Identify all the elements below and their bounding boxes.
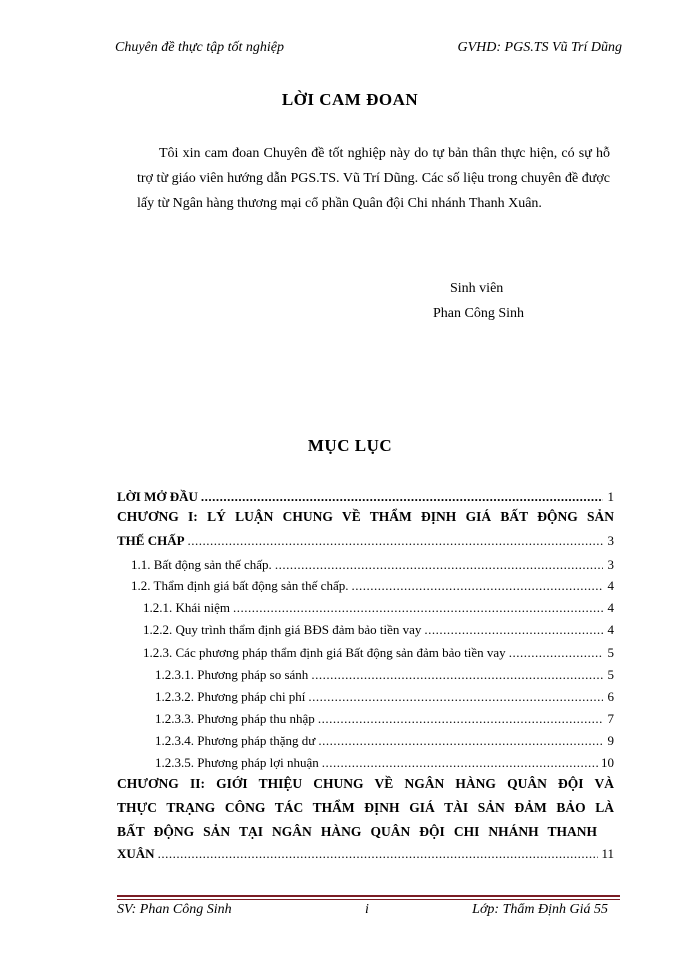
toc-entry-page: 1 xyxy=(607,489,614,504)
toc-title: MỤC LỤC xyxy=(307,436,393,455)
toc-entry-label: 1.2.3.3. Phương pháp thu nhập xyxy=(155,711,315,726)
toc-entry[interactable] xyxy=(155,689,614,705)
toc-entry-label: 1.2.3.2. Phương pháp chi phí xyxy=(155,689,306,704)
footer-page-number: i xyxy=(365,902,369,917)
toc-entry-label: 1.2.1. Khái niệm xyxy=(143,600,231,615)
signature-name: Phan Công Sinh xyxy=(433,306,525,321)
toc-entry-page: 9 xyxy=(607,733,614,748)
toc-leader xyxy=(275,557,603,573)
toc-chapter2-line4[interactable] xyxy=(117,846,614,862)
toc-entry-page: 5 xyxy=(607,645,614,660)
toc-entry-page: 3 xyxy=(607,533,614,548)
toc-chapter2-line3[interactable]: BẤT ĐỘNG SẢN TẠI NGÂN HÀNG QUÂN ĐỘI CHI NHÁNH THANH xyxy=(117,824,597,839)
toc-leader xyxy=(509,645,603,661)
toc-chapter2-line1[interactable]: CHƯƠNG II: GIỚI THIỆU CHUNG VỀ NGÂN HÀNG QUÂN ĐỘI VÀ xyxy=(117,776,614,791)
toc-entry-page: 11 xyxy=(601,846,614,861)
toc-leader xyxy=(322,755,598,771)
toc-leader xyxy=(318,711,603,727)
toc-leader xyxy=(188,533,603,549)
header-left: Chuyên đề thực tập tốt nghiệp xyxy=(115,40,284,55)
toc-entry[interactable] xyxy=(155,667,614,683)
declaration-body xyxy=(137,141,610,216)
toc-leader xyxy=(351,578,603,594)
declaration-title: LỜI CAM ĐOAN xyxy=(281,90,419,109)
toc-chapter1-line1[interactable]: CHƯƠNG I: LÝ LUẬN CHUNG VỀ THẨM ĐỊNH GIÁ BẤT ĐỘNG SẢN xyxy=(117,509,614,524)
toc-entry-label: 1.2.3.1. Phương pháp so sánh xyxy=(155,667,309,682)
toc-entry[interactable] xyxy=(131,578,614,594)
toc-entry-label: THẾ CHẤP xyxy=(117,533,185,548)
toc-leader xyxy=(308,689,603,705)
toc-leader xyxy=(424,622,603,638)
toc-entry[interactable] xyxy=(143,645,614,661)
toc-entry[interactable] xyxy=(155,733,614,749)
toc-entry-intro[interactable] xyxy=(117,489,614,505)
signature-role: Sinh viên xyxy=(450,281,504,296)
toc-entry-page: 3 xyxy=(607,557,614,572)
footer-rule xyxy=(117,895,620,897)
toc-leader xyxy=(158,846,599,862)
toc-entry-label: 1.2.3.5. Phương pháp lợi nhuận xyxy=(155,755,319,770)
toc-entry-page: 4 xyxy=(607,578,614,593)
toc-entry-label: 1.2. Thẩm định giá bất động sản thế chấp. xyxy=(131,578,349,593)
toc-entry[interactable] xyxy=(155,711,614,727)
toc-entry-label: 1.2.3.4. Phương pháp thặng dư xyxy=(155,733,316,748)
toc-entry[interactable] xyxy=(143,622,614,638)
toc-entry[interactable] xyxy=(143,600,614,616)
toc-entry-label: 1.2.3. Các phương pháp thẩm định giá Bất động sản đảm bảo tiền vay xyxy=(143,645,506,660)
toc-chapter1-line2[interactable] xyxy=(117,533,614,549)
toc-entry-page: 7 xyxy=(607,711,614,726)
footer-rule-thin xyxy=(117,899,620,900)
toc-entry-label: 1.1. Bất động sản thế chấp. xyxy=(131,557,272,572)
toc-entry-page: 4 xyxy=(607,622,614,637)
toc-entry[interactable] xyxy=(155,755,614,771)
declaration-body-text: Tôi xin cam đoan Chuyên đề tốt nghiệp này do tự bản thân thực hiện, có sự hỗ trợ từ giáo viên hướng dẫn PGS.TS. Vũ Trí Dũng. Các số liệu trong chuyên đề được lấy từ Ngân hàng thương mại cổ phần Quân đội Chi nhánh Thanh Xuân. xyxy=(137,146,610,211)
toc-chapter2-line2[interactable]: THỰC TRẠNG CÔNG TÁC THẨM ĐỊNH GIÁ TÀI SẢN ĐẢM BẢO LÀ xyxy=(117,800,614,815)
toc-entry-label: LỜI MỞ ĐẦU xyxy=(117,489,198,504)
toc-entry-label: 1.2.2. Quy trình thẩm định giá BĐS đảm bảo tiền vay xyxy=(143,622,422,637)
toc-entry[interactable] xyxy=(131,557,614,573)
toc-leader xyxy=(233,600,603,616)
toc-entry-page: 6 xyxy=(607,689,614,704)
footer-right: Lớp: Thẩm Định Giá 55 xyxy=(472,902,608,917)
header-right: GVHD: PGS.TS Vũ Trí Dũng xyxy=(457,40,622,55)
toc-entry-page: 10 xyxy=(601,755,614,770)
toc-entry-page: 4 xyxy=(607,600,614,615)
footer-left: SV: Phan Công Sinh xyxy=(117,902,232,917)
toc-entry-label: XUÂN xyxy=(117,846,155,861)
toc-entry-page: 5 xyxy=(607,667,614,682)
toc-leader xyxy=(311,667,603,683)
toc-leader xyxy=(318,733,603,749)
toc-leader xyxy=(201,489,603,505)
